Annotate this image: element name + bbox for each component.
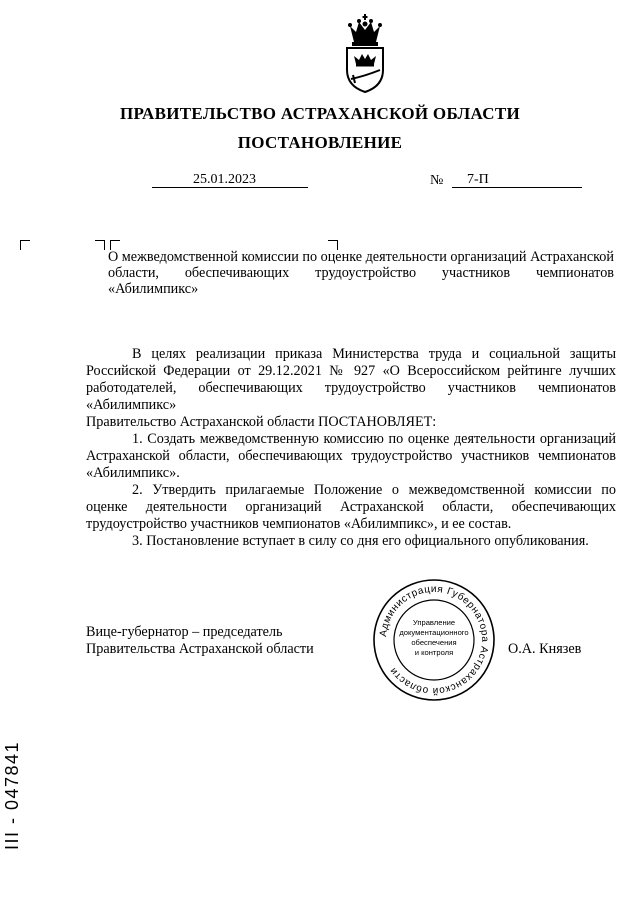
document-date: 25.01.2023: [193, 172, 256, 187]
left-corner-mark: [20, 240, 30, 250]
date-underline: [152, 187, 308, 188]
stamp-line-3: обеспечения: [411, 638, 457, 647]
number-sign: №: [430, 173, 444, 188]
stamp-line-1: Управление: [412, 618, 456, 627]
intro-paragraph: В целях реализации приказа Министерства труда и социальной защиты Российской Федерации от 29.12.2021 № 927 «О Всероссийском рейтинге лучших работодателей, обеспечивающих трудоустройство участников чемпионатов «Абилимпикс»: [86, 346, 616, 413]
document-subject: О межведомственной комиссии по оценке деятельности организаций Астраханской области, обеспечивающих трудоустройство участников чемпионатов «Абилимпикс»: [108, 249, 614, 297]
signer-position-line2: Правительства Астраханской области: [86, 641, 314, 657]
stamp-outer-text: Администрация Губернатора Астраханской области: [378, 584, 491, 697]
document-body: [86, 346, 616, 550]
official-stamp: [372, 578, 496, 702]
coat-of-arms-icon: [340, 12, 390, 94]
document-type-title: ПОСТАНОВЛЕНИЕ: [237, 133, 403, 152]
decree-line: Правительство Астраханской области ПОСТАНОВЛЯЕТ:: [86, 414, 437, 430]
serial-number: ІІІ - 047841: [2, 740, 22, 850]
signer-position-line1: Вице-губернатор – председатель: [86, 624, 283, 640]
number-underline: [452, 187, 582, 188]
item-2: 2. Утвердить прилагаемые Положение о межведомственной комиссии по оценке деятельности организаций Астраханской области, обеспечивающих трудоустройство участников чемпионатов «Абилимпикс», и ее состав.: [86, 482, 616, 532]
item-1: 1. Создать межведомственную комиссию по оценке деятельности организаций Астраханской области, обеспечивающих трудоустройство участников чемпионатов «Абилимпикс».: [86, 431, 616, 481]
signer-name: О.А. Князев: [508, 641, 582, 657]
item-3: 3. Постановление вступает в силу со дня его официального опубликования.: [132, 533, 589, 549]
stamp-line-2: документационного: [399, 628, 469, 637]
government-title: ПРАВИТЕЛЬСТВО АСТРАХАНСКОЙ ОБЛАСТИ: [120, 104, 520, 123]
margin-corner-mark: [95, 240, 105, 250]
document-number: 7-П: [467, 172, 489, 187]
stamp-line-4: и контроля: [414, 648, 454, 657]
